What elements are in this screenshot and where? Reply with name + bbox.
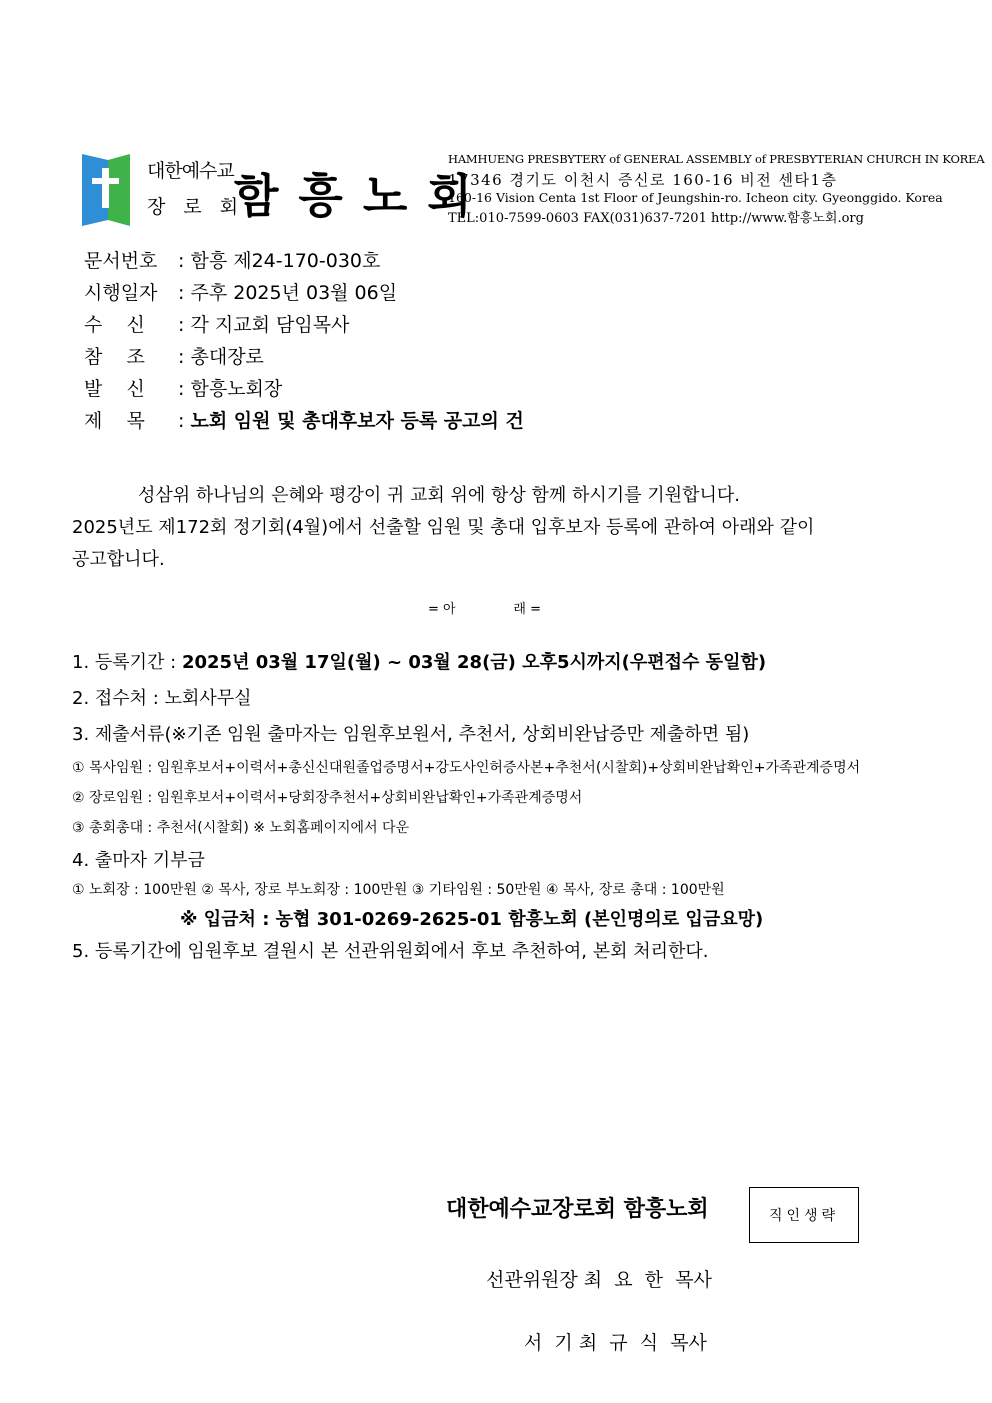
field-value: 노회 임원 및 총대후보자 등록 공고의 건 xyxy=(190,410,524,432)
field-date: 시행일자 : 주후 2025년 03월 06일 xyxy=(84,278,397,305)
signature-chair: 선관위원장 최 요 한 목사 xyxy=(486,1269,712,1291)
item-registration-period xyxy=(72,648,766,674)
org-name-small-1: 대한예수교 xyxy=(147,160,234,182)
letterhead-korean-address: 17346 경기도 이천시 증신로 160-16 비전 센타1층 xyxy=(448,171,838,189)
field-label: 제 목 xyxy=(84,410,145,432)
intro-text-line1: 2025년도 제172회 정기회(4월)에서 선출할 임원 및 총대 입후보자 등록에 관하여 아래와 같이 xyxy=(72,517,815,538)
sub-item-donation-amounts: ① 노회장 : 100만원 ② 목사, 장로 부노회장 : 100만원 ③ 기타임원 : 50만원 ④ 목사, 장로 총대 : 100만원 xyxy=(72,882,725,898)
sub-item-elder-officer: ② 장로임원 : 임원후보서+이력서+당회장추천서+상회비완납확인+가족관계증명서 xyxy=(72,790,583,806)
field-sender: 발 신 : 함흥노회장 xyxy=(84,374,282,401)
item-donation: 4. 출마자 기부금 xyxy=(72,850,205,871)
item-reception: 2. 접수처 : 노회사무실 xyxy=(72,688,252,709)
greeting-text: 성삼위 하나님의 은혜와 평강이 귀 교회 위에 항상 함께 하시기를 기원합니다. xyxy=(138,485,740,506)
deposit-account: ※ 입금처 : 농협 301-0269-2625-01 함흥노회 (본인명의로 입금요망) xyxy=(180,909,764,930)
signature-secretary: 서 기 최 규 식 목사 xyxy=(524,1332,707,1354)
seal-omitted-box: 직인생략 xyxy=(749,1187,859,1243)
field-doc-number: 문서번호 : 함흥 제24-170-030호 xyxy=(84,246,380,273)
field-label: 참 조 xyxy=(84,346,145,368)
item-documents: 3. 제출서류(※기존 임원 출마자는 임원후보원서, 추천서, 상회비완납증만 제출하면 됨) xyxy=(72,724,750,745)
church-cross-logo xyxy=(82,154,130,226)
letterhead-contact: TEL:010-7599-0603 FAX(031)637-7201 http://www.함흥노회.org xyxy=(448,211,864,226)
field-value: 주후 2025년 03월 06일 xyxy=(190,282,398,304)
field-subject: 제 목 : 노회 임원 및 총대후보자 등록 공고의 건 xyxy=(84,406,524,433)
field-label: 수 신 xyxy=(84,314,145,336)
item-vacancy-rule: 5. 등록기간에 임원후보 결원시 본 선관위원회에서 후보 추천하여, 본회 처리한다. xyxy=(72,941,709,962)
below-heading: = 아 래 = xyxy=(428,602,542,617)
field-label: 문서번호 xyxy=(84,250,158,272)
letterhead-english-address: 160-16 Vision Centa 1st Floor of Jeungshin-ro. Icheon city. Gyeonggido. Korea xyxy=(448,190,943,205)
intro-text-line2: 공고합니다. xyxy=(72,549,165,570)
org-name-large: 함흥노회 xyxy=(234,169,492,223)
sub-item-delegate: ③ 총회총대 : 추천서(시찰회) ※ 노회홈페이지에서 다운 xyxy=(72,820,410,836)
field-value: 총대장로 xyxy=(190,346,264,368)
item-label: 1. 등록기간 : xyxy=(72,652,182,673)
field-recipient: 수 신 : 각 지교회 담임목사 xyxy=(84,310,349,337)
item-value: 2025년 03월 17일(월) ~ 03월 28(금) 오후5시까지(우편접수 동일함) xyxy=(181,652,767,673)
field-label: 시행일자 xyxy=(84,282,158,304)
sub-item-pastor-officer: ① 목사임원 : 임원후보서+이력서+총신신대원졸업증명서+강도사인허증사본+추천서(시찰회)+상회비완납확인+가족관계증명서 xyxy=(72,760,861,776)
org-name-small-2: 장 로 회 xyxy=(147,196,245,218)
letterhead-english-name: HAMHUENG PRESBYTERY of GENERAL ASSEMBLY of PRESBYTERIAN CHURCH IN KOREA xyxy=(448,152,985,166)
field-value: 함흥노회장 xyxy=(190,378,283,400)
field-value: 함흥 제24-170-030호 xyxy=(190,250,381,272)
signature-org: 대한예수교장로회 함흥노회 xyxy=(446,1197,709,1222)
field-label: 발 신 xyxy=(84,378,145,400)
field-value: 각 지교회 담임목사 xyxy=(190,314,350,336)
field-reference: 참 조 : 총대장로 xyxy=(84,342,264,369)
